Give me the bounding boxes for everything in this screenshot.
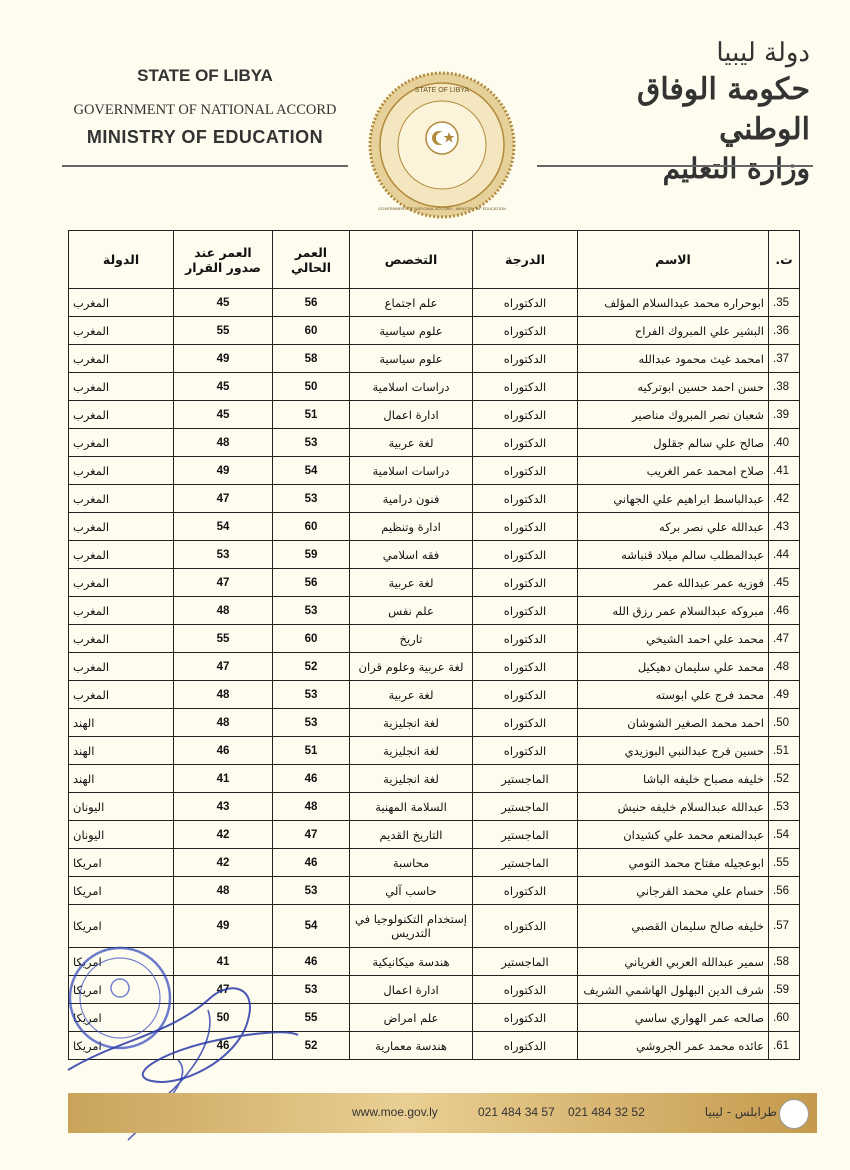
cell-age-at-decision: 55 [174, 317, 273, 345]
cell-country: امريكا [69, 877, 174, 905]
cell-row-number: 49. [769, 681, 800, 709]
table-row [69, 317, 800, 345]
cell-degree: الدكتوراه [473, 737, 578, 765]
cell-specialty: علوم سياسية [350, 317, 473, 345]
cell-person-name: حسام علي محمد الفرجاني [578, 877, 769, 905]
cell-degree: الدكتوراه [473, 317, 578, 345]
cell-degree: الماجستير [473, 821, 578, 849]
cell-current-age: 54 [273, 457, 350, 485]
cell-person-name: عبدالمنعم محمد علي كشيدان [578, 821, 769, 849]
table-row [69, 597, 800, 625]
cell-person-name: حسن احمد حسين ابوتركيه [578, 373, 769, 401]
cell-specialty: ادارة اعمال [350, 401, 473, 429]
cell-person-name: صلاح امحمد عمر الغريب [578, 457, 769, 485]
cell-specialty: فقه اسلامي [350, 541, 473, 569]
state-name-ar: دولة ليبيا [716, 38, 810, 68]
cell-age-at-decision: 46 [174, 737, 273, 765]
cell-age-at-decision: 45 [174, 401, 273, 429]
cell-current-age: 58 [273, 345, 350, 373]
table-row [69, 737, 800, 765]
cell-person-name: البشير علي المبروك الفراح [578, 317, 769, 345]
cell-age-at-decision: 48 [174, 709, 273, 737]
cell-current-age: 54 [273, 905, 350, 948]
cell-row-number: 56. [769, 877, 800, 905]
col-header-specialty: التخصص [350, 231, 473, 289]
cell-age-at-decision: 47 [174, 485, 273, 513]
table-row [69, 821, 800, 849]
cell-person-name: ابوعجيله مفتاح محمد التومي [578, 849, 769, 877]
cell-person-name: عبدالباسط ابراهيم علي الجهاني [578, 485, 769, 513]
cell-age-at-decision: 45 [174, 289, 273, 317]
cell-current-age: 46 [273, 765, 350, 793]
cell-person-name: شعبان نصر المبروك مناصير [578, 401, 769, 429]
footer-bar [68, 1093, 817, 1133]
cell-degree: الماجستير [473, 765, 578, 793]
table-row [69, 541, 800, 569]
col-header-age-at-decision: العمر عند صدور القرار [174, 231, 273, 289]
cell-degree: الدكتوراه [473, 905, 578, 948]
cell-current-age: 56 [273, 569, 350, 597]
cell-country: المغرب [69, 653, 174, 681]
cell-specialty: علم امراض [350, 1004, 473, 1032]
cell-specialty: حاسب آلي [350, 877, 473, 905]
cell-specialty: لغة عربية [350, 569, 473, 597]
cell-country: امريكا [69, 849, 174, 877]
col-header-name: الاسم [578, 231, 769, 289]
cell-person-name: صالحه عمر الهواري ساسي [578, 1004, 769, 1032]
cell-row-number: 52. [769, 765, 800, 793]
cell-degree: الماجستير [473, 793, 578, 821]
footer-emblem-icon [779, 1099, 809, 1129]
cell-country: المغرب [69, 681, 174, 709]
cell-row-number: 39. [769, 401, 800, 429]
cell-person-name: خليفه صالح سليمان القصبي [578, 905, 769, 948]
cell-row-number: 38. [769, 373, 800, 401]
table-row [69, 569, 800, 597]
footer-phone-1: 021 484 34 57 [478, 1105, 555, 1119]
cell-age-at-decision: 48 [174, 429, 273, 457]
cell-age-at-decision: 55 [174, 625, 273, 653]
table-row [69, 681, 800, 709]
government-name-en: GOVERNMENT OF NATIONAL ACCORD [73, 102, 337, 118]
cell-age-at-decision: 41 [174, 765, 273, 793]
cell-row-number: 43. [769, 513, 800, 541]
cell-specialty: تاريخ [350, 625, 473, 653]
cell-degree: الدكتوراه [473, 1004, 578, 1032]
cell-person-name: محمد علي احمد الشيخي [578, 625, 769, 653]
cell-degree: الدكتوراه [473, 457, 578, 485]
cell-current-age: 48 [273, 793, 350, 821]
header-rule-right [537, 165, 813, 167]
cell-current-age: 51 [273, 737, 350, 765]
cell-age-at-decision: 42 [174, 849, 273, 877]
cell-current-age: 46 [273, 948, 350, 976]
cell-degree: الدكتوراه [473, 429, 578, 457]
cell-degree: الدكتوراه [473, 976, 578, 1004]
cell-person-name: عبدالمطلب سالم ميلاد قنباشه [578, 541, 769, 569]
cell-degree: الدكتوراه [473, 877, 578, 905]
cell-age-at-decision: 42 [174, 821, 273, 849]
cell-degree: الدكتوراه [473, 289, 578, 317]
cell-specialty: دراسات اسلامية [350, 373, 473, 401]
cell-degree: الدكتوراه [473, 569, 578, 597]
cell-specialty: علم نفس [350, 597, 473, 625]
cell-current-age: 55 [273, 1004, 350, 1032]
cell-current-age: 52 [273, 653, 350, 681]
cell-person-name: محمد فرج علي ابوسته [578, 681, 769, 709]
ministry-emblem-logo [367, 70, 517, 220]
cell-row-number: 37. [769, 345, 800, 373]
cell-country: امريكا [69, 976, 174, 1004]
cell-country: المغرب [69, 401, 174, 429]
cell-specialty: لغة عربية [350, 681, 473, 709]
table-row [69, 765, 800, 793]
emblem-ring-text: GOVERNMENT OF NATIONAL ACCORD - MINISTRY OF EDUCATION [378, 206, 506, 211]
cell-country: امريكا [69, 1032, 174, 1060]
cell-person-name: صالح علي سالم جقلول [578, 429, 769, 457]
cell-row-number: 50. [769, 709, 800, 737]
cell-current-age: 53 [273, 877, 350, 905]
cell-degree: الدكتوراه [473, 373, 578, 401]
cell-specialty: لغة انجليزية [350, 737, 473, 765]
cell-country: المغرب [69, 317, 174, 345]
cell-current-age: 50 [273, 373, 350, 401]
col-header-no: ت. [769, 231, 800, 289]
cell-row-number: 47. [769, 625, 800, 653]
cell-degree: الدكتوراه [473, 401, 578, 429]
cell-person-name: حسين فرج عبدالنبي البوزيدي [578, 737, 769, 765]
cell-specialty: دراسات اسلامية [350, 457, 473, 485]
cell-country: امريكا [69, 948, 174, 976]
cell-current-age: 53 [273, 976, 350, 1004]
cell-row-number: 57. [769, 905, 800, 948]
cell-degree: الدكتوراه [473, 625, 578, 653]
header-rule-left [62, 165, 348, 167]
cell-specialty: لغة انجليزية [350, 709, 473, 737]
cell-row-number: 61. [769, 1032, 800, 1060]
cell-current-age: 60 [273, 513, 350, 541]
cell-country: امريكا [69, 905, 174, 948]
cell-specialty: ادارة وتنظيم [350, 513, 473, 541]
cell-age-at-decision: 49 [174, 905, 273, 948]
cell-row-number: 60. [769, 1004, 800, 1032]
cell-row-number: 46. [769, 597, 800, 625]
cell-degree: الدكتوراه [473, 541, 578, 569]
cell-country: الهند [69, 765, 174, 793]
cell-specialty: إستخدام التكنولوجيا في التدريس [350, 905, 473, 948]
cell-specialty: هندسة معمارية [350, 1032, 473, 1060]
cell-row-number: 48. [769, 653, 800, 681]
cell-age-at-decision: 53 [174, 541, 273, 569]
cell-degree: الماجستير [473, 849, 578, 877]
cell-country: المغرب [69, 289, 174, 317]
table-row [69, 849, 800, 877]
cell-current-age: 56 [273, 289, 350, 317]
table-row [69, 401, 800, 429]
cell-age-at-decision: 45 [174, 373, 273, 401]
cell-country: المغرب [69, 485, 174, 513]
scholarship-list-table [68, 230, 800, 1060]
cell-degree: الدكتوراه [473, 681, 578, 709]
cell-degree: الدكتوراه [473, 597, 578, 625]
cell-current-age: 53 [273, 429, 350, 457]
cell-age-at-decision: 54 [174, 513, 273, 541]
table-header-row [69, 231, 800, 289]
cell-row-number: 55. [769, 849, 800, 877]
cell-age-at-decision: 47 [174, 569, 273, 597]
cell-row-number: 41. [769, 457, 800, 485]
cell-specialty: هندسة ميكانيكية [350, 948, 473, 976]
cell-row-number: 59. [769, 976, 800, 1004]
footer-city: طرابلس - ليبيا [704, 1105, 777, 1119]
ministry-name-en: MINISTRY OF EDUCATION [86, 127, 324, 147]
cell-person-name: عبدالله عبدالسلام خليفه حنيش [578, 793, 769, 821]
cell-age-at-decision: 48 [174, 597, 273, 625]
cell-row-number: 51. [769, 737, 800, 765]
table-row [69, 289, 800, 317]
cell-age-at-decision: 47 [174, 976, 273, 1004]
table-row [69, 877, 800, 905]
footer-website: www.moe.gov.ly [352, 1105, 438, 1119]
cell-age-at-decision: 47 [174, 653, 273, 681]
cell-country: المغرب [69, 457, 174, 485]
cell-person-name: محمد علي سليمان دهيكيل [578, 653, 769, 681]
table-row [69, 485, 800, 513]
cell-row-number: 53. [769, 793, 800, 821]
cell-degree: الدكتوراه [473, 709, 578, 737]
cell-country: المغرب [69, 429, 174, 457]
cell-specialty: لغة عربية وعلوم قران [350, 653, 473, 681]
government-name-ar: حكومة الوفاق الوطني [637, 72, 810, 147]
cell-person-name: خليفه مصباح خليفه الباشا [578, 765, 769, 793]
col-header-degree: الدرجة [473, 231, 578, 289]
state-name-en: STATE OF LIBYA [137, 66, 273, 85]
table-row [69, 653, 800, 681]
cell-country: المغرب [69, 597, 174, 625]
table-row [69, 457, 800, 485]
cell-age-at-decision: 41 [174, 948, 273, 976]
cell-row-number: 35. [769, 289, 800, 317]
cell-country: المغرب [69, 541, 174, 569]
cell-age-at-decision: 48 [174, 877, 273, 905]
cell-row-number: 44. [769, 541, 800, 569]
cell-row-number: 58. [769, 948, 800, 976]
table-row [69, 513, 800, 541]
cell-age-at-decision: 49 [174, 345, 273, 373]
cell-age-at-decision: 43 [174, 793, 273, 821]
cell-country: امريكا [69, 1004, 174, 1032]
table-row [69, 625, 800, 653]
cell-specialty: لغة عربية [350, 429, 473, 457]
cell-degree: الماجستير [473, 948, 578, 976]
cell-person-name: سمير عبدالله العربي الغرياني [578, 948, 769, 976]
cell-country: اليونان [69, 793, 174, 821]
cell-row-number: 54. [769, 821, 800, 849]
cell-person-name: عبدالله علي نصر بركه [578, 513, 769, 541]
cell-age-at-decision: 50 [174, 1004, 273, 1032]
cell-person-name: شرف الدين البهلول الهاشمي الشريف [578, 976, 769, 1004]
cell-country: اليونان [69, 821, 174, 849]
cell-person-name: عائده محمد عمر الجروشي [578, 1032, 769, 1060]
cell-specialty: محاسبة [350, 849, 473, 877]
cell-row-number: 36. [769, 317, 800, 345]
cell-specialty: السلامة المهنية [350, 793, 473, 821]
cell-country: الهند [69, 709, 174, 737]
cell-current-age: 53 [273, 681, 350, 709]
cell-degree: الدكتوراه [473, 485, 578, 513]
table-row [69, 373, 800, 401]
cell-current-age: 46 [273, 849, 350, 877]
cell-current-age: 53 [273, 597, 350, 625]
cell-current-age: 53 [273, 485, 350, 513]
cell-current-age: 59 [273, 541, 350, 569]
table-row [69, 709, 800, 737]
cell-country: المغرب [69, 373, 174, 401]
cell-specialty: لغة انجليزية [350, 765, 473, 793]
cell-specialty: علوم سياسية [350, 345, 473, 373]
cell-degree: الدكتوراه [473, 513, 578, 541]
header-english [60, 66, 350, 148]
cell-specialty: فنون درامية [350, 485, 473, 513]
emblem-top-text: STATE OF LIBYA [414, 87, 470, 94]
cell-country: المغرب [69, 569, 174, 597]
cell-country: المغرب [69, 625, 174, 653]
cell-degree: الدكتوراه [473, 653, 578, 681]
cell-specialty: ادارة اعمال [350, 976, 473, 1004]
cell-degree: الدكتوراه [473, 345, 578, 373]
cell-person-name: فوزيه عمر عبدالله عمر [578, 569, 769, 597]
cell-current-age: 60 [273, 317, 350, 345]
cell-current-age: 52 [273, 1032, 350, 1060]
cell-current-age: 60 [273, 625, 350, 653]
table-row [69, 429, 800, 457]
ministry-name-ar: وزارة التعليم [662, 152, 810, 185]
footer-phone-2: 021 484 32 52 [568, 1105, 645, 1119]
cell-current-age: 47 [273, 821, 350, 849]
cell-degree: الدكتوراه [473, 1032, 578, 1060]
cell-country: المغرب [69, 345, 174, 373]
cell-current-age: 53 [273, 709, 350, 737]
cell-row-number: 42. [769, 485, 800, 513]
cell-specialty: علم اجتماع [350, 289, 473, 317]
cell-age-at-decision: 46 [174, 1032, 273, 1060]
cell-person-name: مبروكه عبدالسلام عمر رزق الله [578, 597, 769, 625]
cell-age-at-decision: 49 [174, 457, 273, 485]
cell-specialty: التاريخ القديم [350, 821, 473, 849]
cell-person-name: امحمد غيث محمود عبدالله [578, 345, 769, 373]
cell-person-name: احمد محمد الصغير الشوشان [578, 709, 769, 737]
table-row [69, 345, 800, 373]
cell-country: المغرب [69, 513, 174, 541]
cell-current-age: 51 [273, 401, 350, 429]
table-row [69, 793, 800, 821]
cell-person-name: ابوحراره محمد عبدالسلام المؤلف [578, 289, 769, 317]
cell-row-number: 45. [769, 569, 800, 597]
cell-age-at-decision: 48 [174, 681, 273, 709]
col-header-current-age: العمر الحالي [273, 231, 350, 289]
cell-country: الهند [69, 737, 174, 765]
cell-row-number: 40. [769, 429, 800, 457]
col-header-country: الدولة [69, 231, 174, 289]
